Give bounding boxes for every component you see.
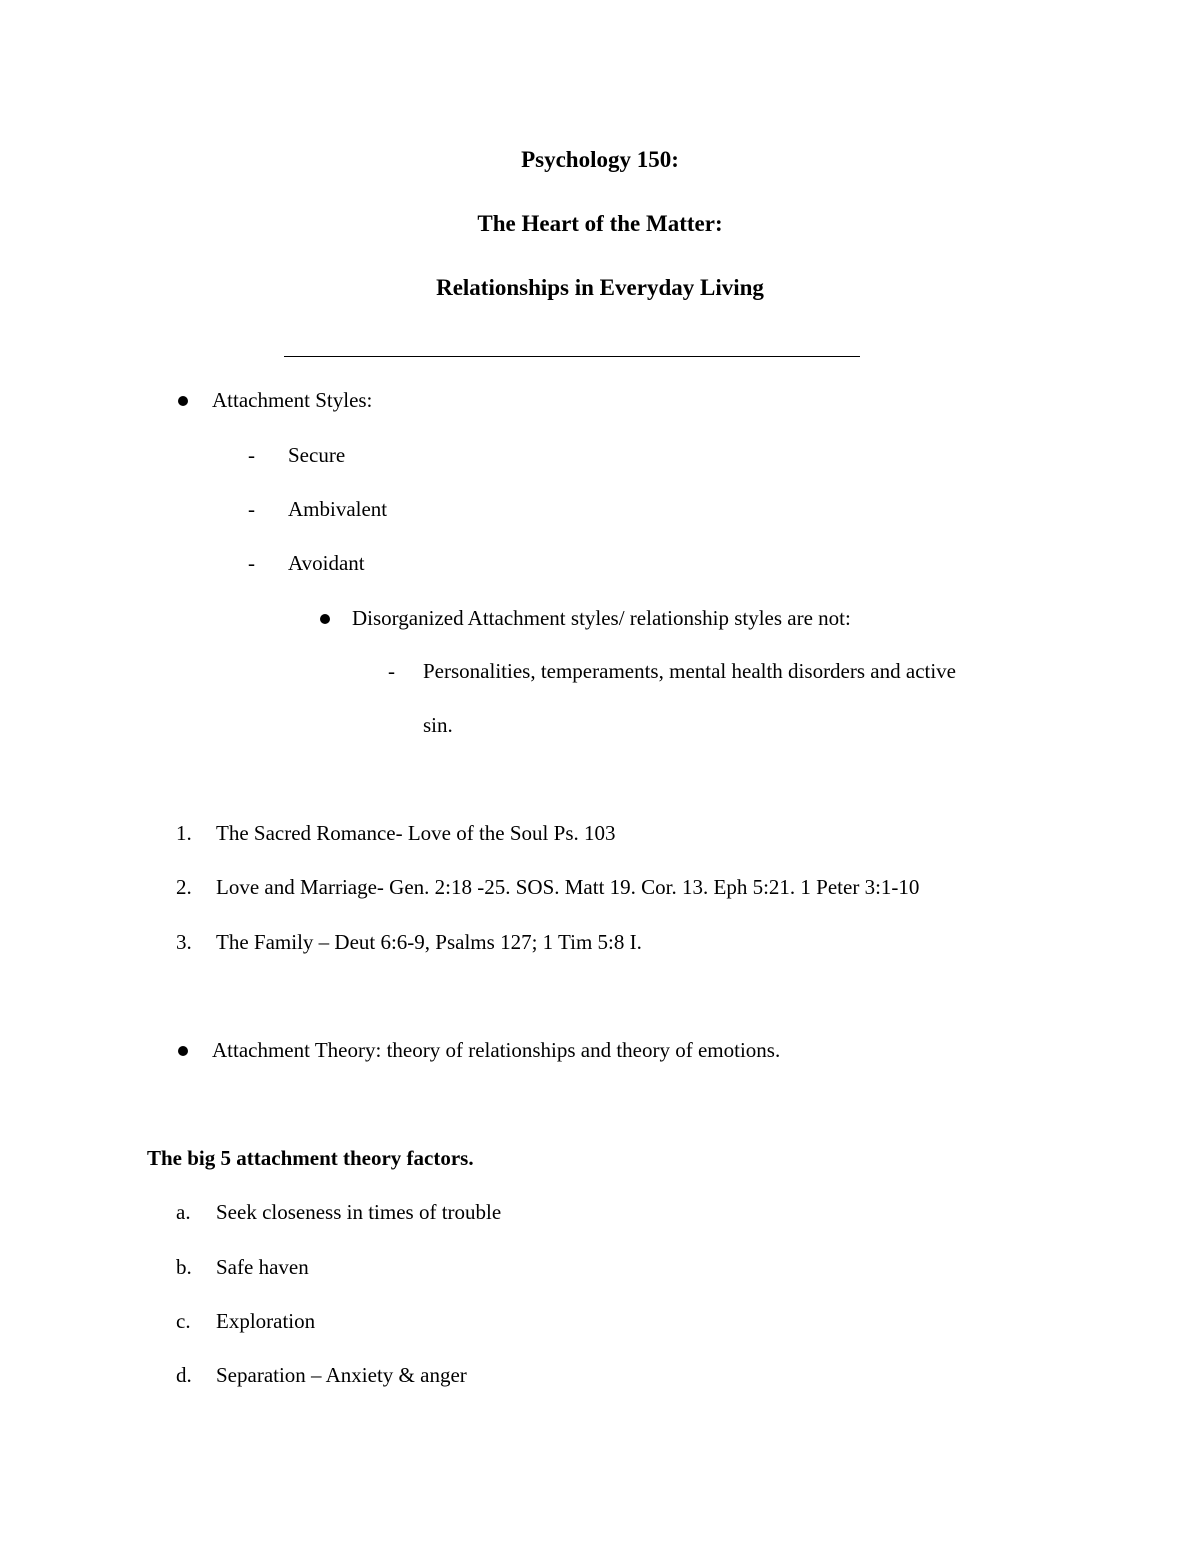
list-marker: d. [176,1363,192,1387]
list-marker: 1. [176,821,192,845]
list-marker: - [248,551,255,575]
lettered-item: Safe haven [216,1255,309,1279]
lettered-item: Separation – Anxiety & anger [216,1363,467,1387]
bullet-icon [320,614,330,624]
numbered-item: Love and Marriage- Gen. 2:18 -25. SOS. Matt 19. Cor. 13. Eph 5:21. 1 Peter 3:1-10 [216,875,920,899]
lettered-item: Seek closeness in times of trouble [216,1200,502,1224]
list-marker: c. [176,1309,191,1333]
list-marker: - [388,659,395,683]
bullet-icon [178,396,188,406]
bullet-icon [178,1046,188,1056]
attachment-theory-text: Attachment Theory: theory of relationships and theory of emotions. [212,1038,781,1062]
course-title: Psychology 150: [521,147,679,172]
list-marker: - [248,443,255,467]
horizontal-rule [284,356,860,357]
list-marker: 2. [176,875,192,899]
big5-heading: The big 5 attachment theory factors. [147,1146,474,1170]
list-marker: a. [176,1200,191,1224]
list-item: Personalities, temperaments, mental health disorders and active [423,659,956,683]
list-marker: - [248,497,255,521]
lettered-item: Exploration [216,1309,316,1333]
document-subtitle: Relationships in Everyday Living [436,275,764,300]
numbered-item: The Sacred Romance- Love of the Soul Ps. 103 [216,821,616,845]
document-title: The Heart of the Matter: [477,211,723,236]
list-marker: 3. [176,930,192,954]
attachment-styles-heading: Attachment Styles: [212,388,373,412]
list-item-continuation: sin. [423,713,453,737]
disorganized-bullet-text: Disorganized Attachment styles/ relationship styles are not: [352,606,851,630]
list-marker: b. [176,1255,192,1279]
list-item: Ambivalent [288,497,388,521]
list-item: Secure [288,443,346,467]
numbered-item: The Family – Deut 6:6-9, Psalms 127; 1 Tim 5:8 I. [216,930,642,954]
list-item: Avoidant [288,551,365,575]
